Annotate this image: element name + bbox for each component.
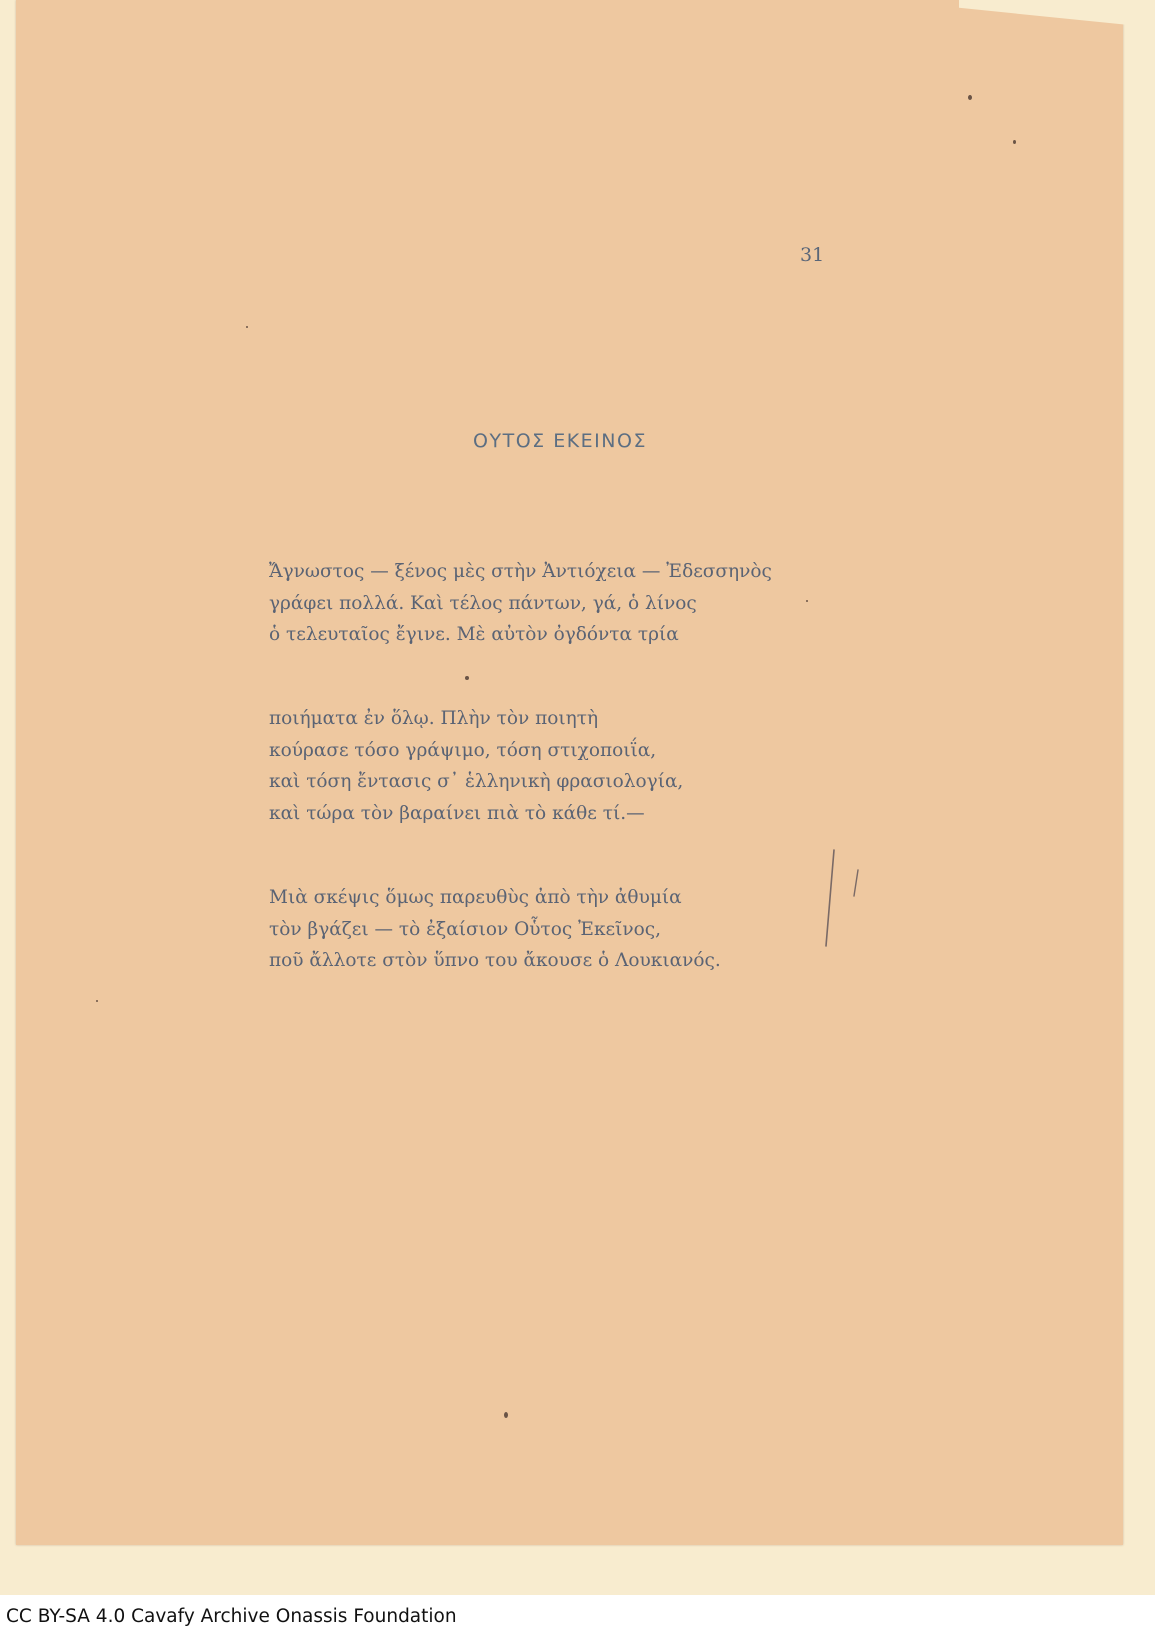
poem-title: ΟΥΤΟΣ ΕΚΕΙΝΟΣ xyxy=(473,430,647,452)
verse-line: καὶ τώρα τὸν βαραίνει πιὰ τὸ κάθε τί.— xyxy=(269,802,645,824)
paper-speck xyxy=(465,676,469,680)
stanza xyxy=(269,703,683,829)
paper-speck xyxy=(504,1412,508,1418)
license-credit: CC BY-SA 4.0 Cavafy Archive Onassis Foundation xyxy=(6,1606,457,1627)
verse-line: καὶ τόση ἔντασις σ᾿ ἑλληνικὴ φρασιολογία, xyxy=(269,771,684,792)
page-number: 31 xyxy=(800,244,825,266)
verse-line: ποιήματα ἐν ὅλῳ. Πλὴν τὸν ποιητὴ xyxy=(269,708,599,729)
verse-line: κούρασε τόσο γράψιμο, τόση στιχοποιΐα, xyxy=(269,739,657,761)
verse-line: γράφει πολλά. Καὶ τέλος πάντων, γά, ὁ λίνος xyxy=(269,592,697,614)
verse-line: Μιὰ σκέψις ὅμως παρευθὺς ἀπὸ τὴν ἀθυμία xyxy=(269,887,682,908)
paper-speck xyxy=(96,1000,98,1002)
paper-speck xyxy=(1013,140,1016,144)
verse-line: ποῦ ἄλλοτε στὸν ὕπνο του ἄκουσε ὁ Λουκιανός. xyxy=(269,950,721,971)
verse-line: τὸν βγάζει — τὸ ἐξαίσιον Οὗτος Ἐκεῖνος, xyxy=(269,918,661,940)
verse-line: ὁ τελευταῖος ἔγινε. Μὲ αὐτὸν ὀγδόντα τρία xyxy=(269,624,679,645)
pencil-mark xyxy=(806,848,866,948)
paper-speck xyxy=(246,326,248,328)
torn-corner xyxy=(959,0,1139,26)
verse-line: Ἄγνωστος — ξένος μὲς στὴν Ἀντιόχεια — Ἐδεσσηνὸς xyxy=(269,561,772,582)
stanza xyxy=(269,556,772,651)
paper-speck xyxy=(968,95,972,100)
paper-speck xyxy=(806,600,808,602)
stanza xyxy=(269,882,721,977)
